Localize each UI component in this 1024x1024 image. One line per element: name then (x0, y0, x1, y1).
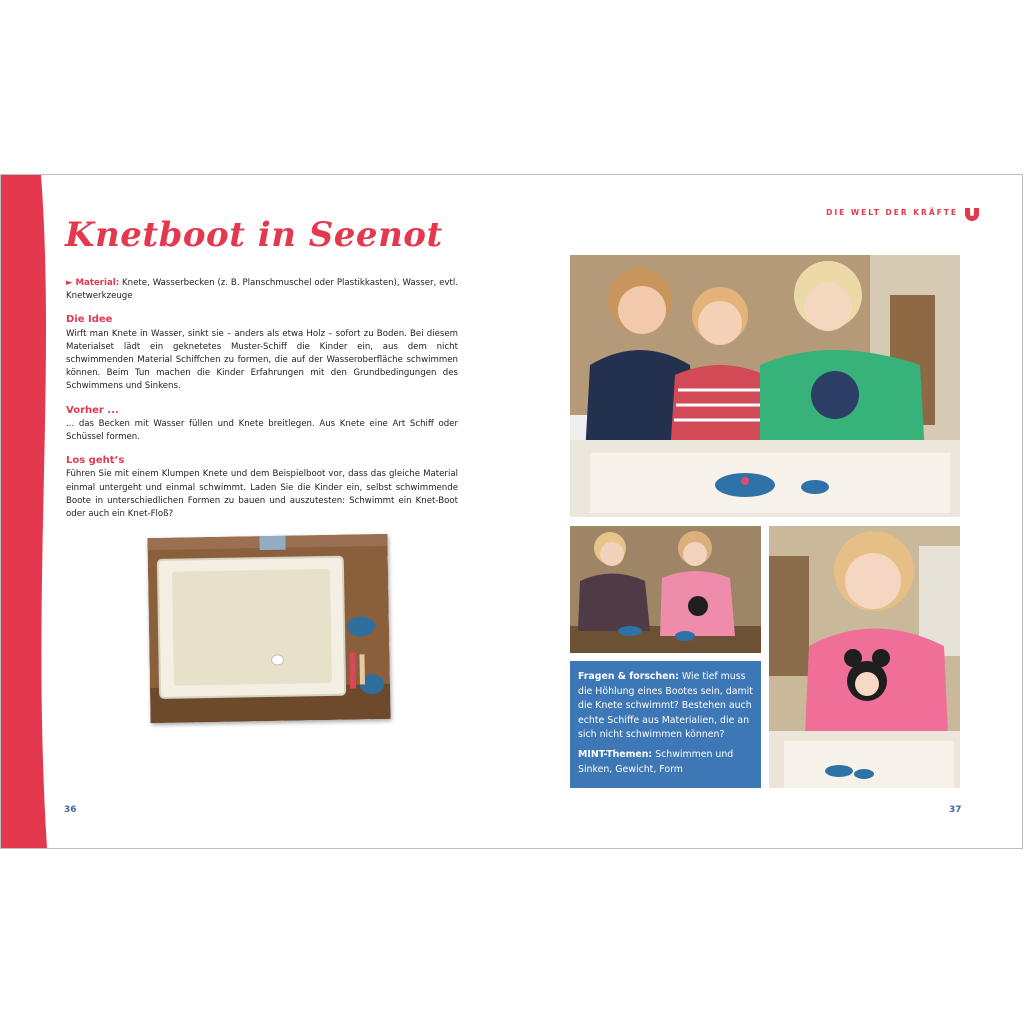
material-text: Knete, Wasserbecken (z. B. Planschmuschel oder Plastikkasten), Wasser, evtl. Knetwerkzeuge (66, 278, 458, 302)
questions-label: Fragen & forschen: (578, 671, 679, 682)
left-text-column (66, 277, 458, 521)
page-number-right: 37 (949, 805, 962, 815)
children-photo-small (570, 526, 761, 653)
section-heading-idee: Die Idee (66, 314, 113, 326)
section-text-vorher: ... das Becken mit Wasser füllen und Knete breitlegen. Aus Knete eine Art Schiff oder Schüssel formen. (66, 418, 458, 443)
mint-text: Schwimmen und Sinken, Gewicht, Form (578, 748, 734, 775)
page-title: Knetboot in Seenot (65, 215, 443, 255)
children-photo-top (570, 255, 960, 517)
horseshoe-magnet-icon (964, 205, 980, 222)
spine-band (1, 175, 61, 848)
book-spread (0, 174, 1023, 849)
child-photo-pink-shirt (769, 526, 960, 788)
questions-paragraph (578, 670, 753, 743)
mint-paragraph (578, 748, 753, 777)
material-paragraph (66, 277, 458, 303)
material-label: Material: (75, 278, 120, 288)
section-heading-vorher: Vorher ... (66, 404, 119, 416)
mint-label: MINT-Themen: (578, 748, 653, 760)
tub-photo (147, 534, 390, 723)
info-box (570, 661, 761, 788)
page-number-left: 36 (64, 805, 77, 815)
section-text-los-gehts: Führen Sie mit einem Klumpen Knete und dem Beispielboot vor, dass das gleiche Material einmal untergeht und einmal schwimmt. Laden Sie die Kinder ein, selbst schwimmende Boote in unterschiedlichen Formen zu bauen und auszutesten: Schwimmt ein Knet-Boot oder auch ein Knet-Floß? (66, 469, 458, 520)
triangle-marker-icon: ► (66, 278, 73, 288)
questions-text: Wie tief muss die Höhlung eines Bootes sein, damit die Knete schwimmt? Bestehen auch echte Schiffe aus Materialien, die an sich nicht schwimmen können? (578, 671, 753, 741)
section-text-idee: Wirft man Knete in Wasser, sinkt sie – anders als etwa Holz – sofort zu Boden. Bei diesem Materialset lädt ein geknetetes Muster-Schiff die Kinder ein, aus dem nicht schwimmenden Material Schiffchen zu formen, die auf der Wasseroberfläche schwimmen können. Beim Tun machen die Kinder Erfahrungen mit den Grundbedingungen des Schwimmens und Sinkens. (66, 328, 458, 392)
running-head: DIE WELT DER KRÄFTE (826, 208, 958, 217)
section-heading-los-gehts: Los geht’s (66, 455, 125, 467)
